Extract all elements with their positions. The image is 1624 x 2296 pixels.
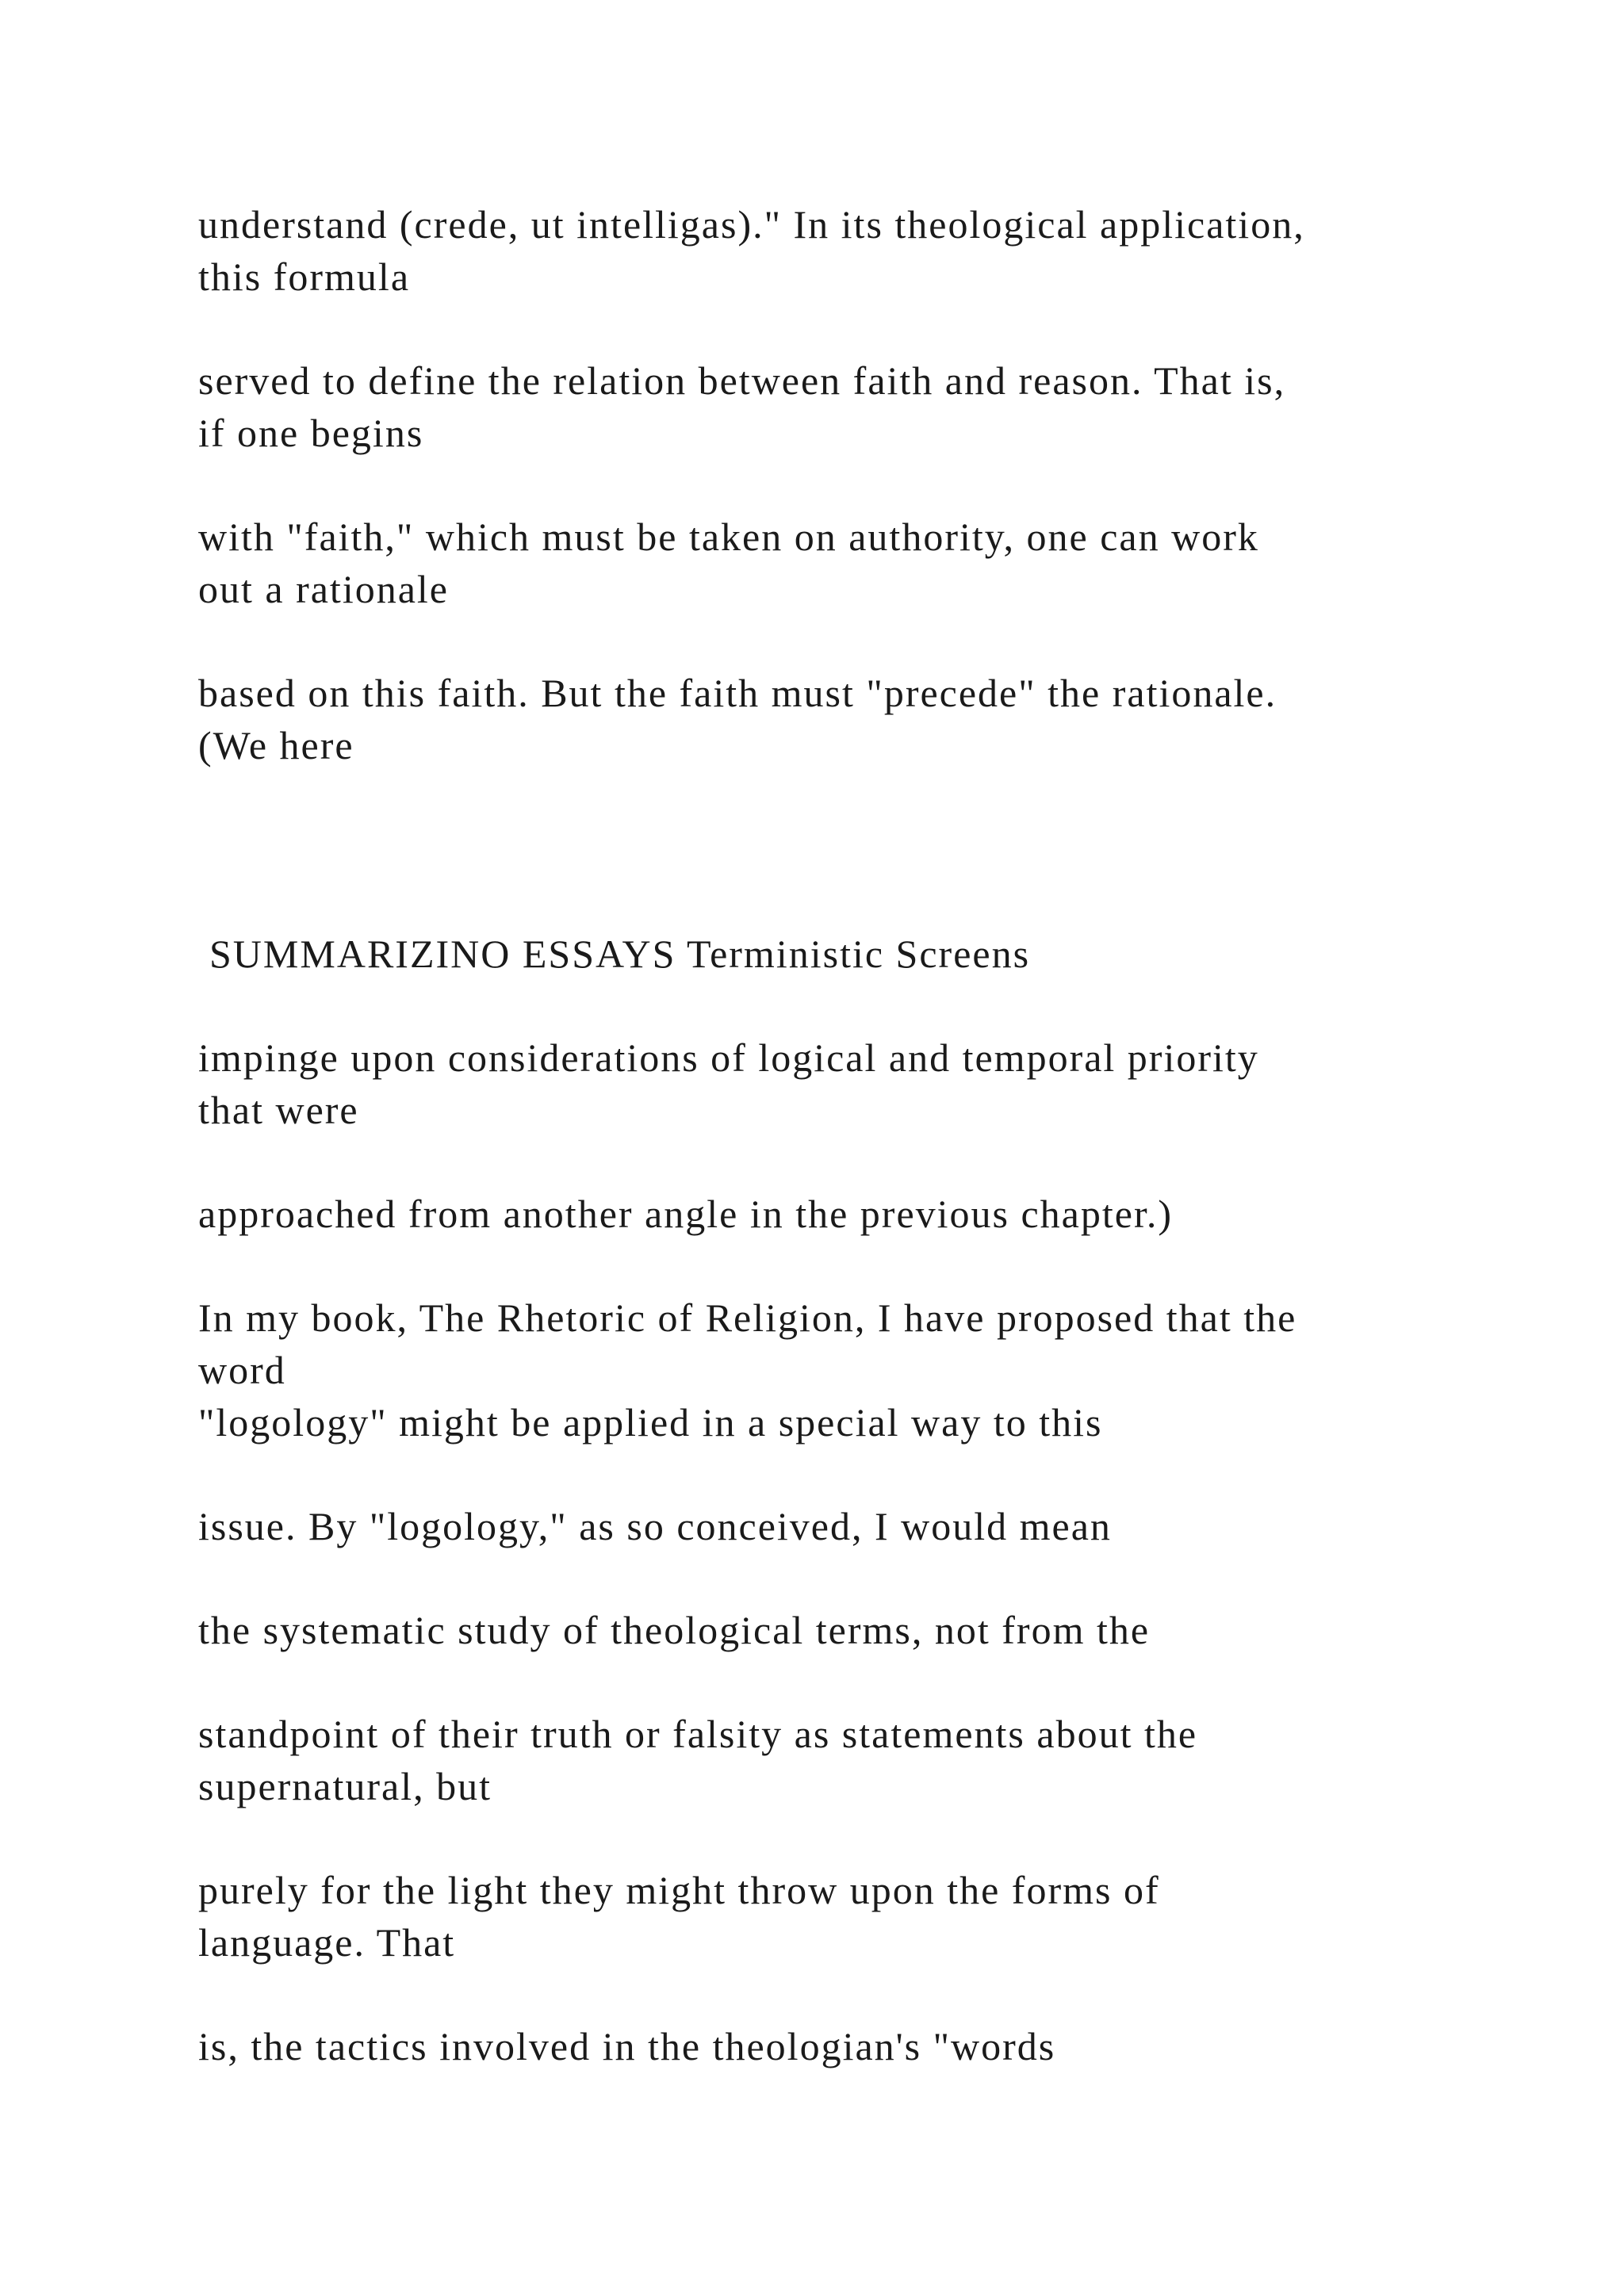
text-line: "logology" might be applied in a special way to this [198,1400,1103,1445]
text-line: supernatural, but [198,1764,492,1808]
text-line: purely for the light they might throw upon the forms of [198,1868,1160,1912]
text-line: served to define the relation between faith and reason. That is, [198,358,1286,403]
text-line: approached from another angle in the previous chapter.) [198,1192,1173,1236]
text-line: impinge upon considerations of logical and temporal priority [198,1035,1259,1080]
text-line: (We here [198,723,354,767]
text-line: is, the tactics involved in the theologian's "words [198,2024,1056,2068]
text-line: understand (crede, ut intelligas)." In its theological application, [198,202,1305,247]
text-line: issue. By "logology," as so conceived, I would mean [198,1504,1112,1548]
text-line: the systematic study of theological terms, not from the [198,1608,1151,1652]
text-line: In my book, The Rhetoric of Religion, I have proposed that the [198,1295,1297,1340]
text-line: language. That [198,1920,456,1965]
text-line: that were [198,1088,359,1132]
text-line: if one begins [198,411,424,455]
text-line: this formula [198,254,411,299]
text-line: standpoint of their truth or falsity as statements about the [198,1712,1198,1756]
text-line: out a rationale [198,567,449,611]
text-line: based on this faith. But the faith must "precede" the rationale. [198,671,1277,715]
running-heading: SUMMARIZINO ESSAYS Terministic Screens [209,932,1031,976]
text-line: word [198,1348,286,1392]
text-line: with "faith," which must be taken on authority, one can work [198,515,1259,559]
